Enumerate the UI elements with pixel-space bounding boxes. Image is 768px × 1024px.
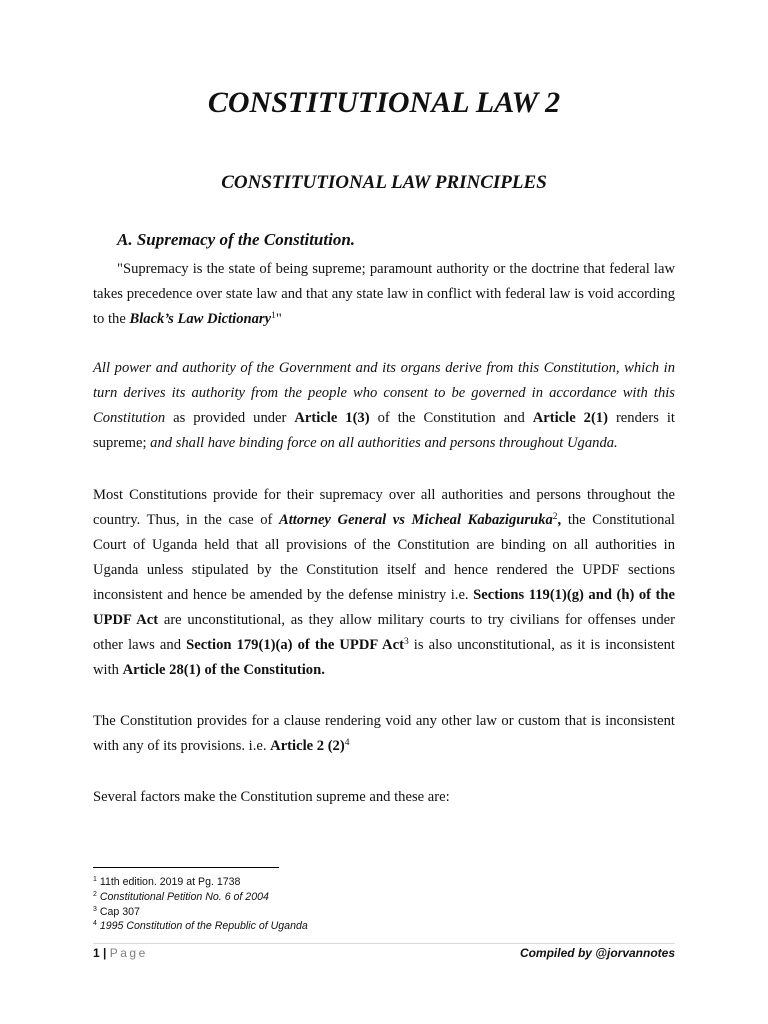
text-run-bold: , bbox=[557, 512, 562, 528]
text-run: renders it supreme; bbox=[93, 410, 675, 451]
footnote-number: 3 bbox=[93, 905, 97, 913]
document-title: CONSTITUTIONAL LAW 2 bbox=[207, 86, 561, 119]
paragraph-factors-intro bbox=[93, 785, 675, 810]
page-number: 1 bbox=[93, 946, 100, 960]
text-run-italic: and shall have binding force on all authorities and persons throughout Uganda. bbox=[150, 435, 618, 451]
text-run-bold: Section 179(1)(a) of the UPDF Act bbox=[186, 637, 404, 653]
text-run-bold-italic: Attorney General vs Micheal Kabaziguruka bbox=[279, 512, 553, 528]
footnote-number: 1 bbox=[93, 876, 97, 883]
footnotes bbox=[93, 875, 675, 934]
text-run: Several factors make the Constitution supreme and these are: bbox=[93, 789, 450, 805]
page-indicator bbox=[93, 946, 148, 960]
text-run: of the Constitution and bbox=[369, 410, 533, 426]
footnote-number: 4 bbox=[93, 920, 97, 928]
text-run: "Supremacy is the state of being supreme; paramount authority or the doctrine that federal law takes precedence over state law and that any state law in conflict with federal law is void according to the bbox=[93, 261, 675, 327]
footnote-text: Cap 307 bbox=[96, 905, 140, 918]
text-run: as provided under bbox=[165, 410, 295, 426]
footnote-text: 11th edition. 2019 at Pg. 1738 bbox=[96, 876, 241, 888]
footnote-item bbox=[93, 919, 675, 934]
footnote-ref[interactable]: 4 bbox=[344, 738, 350, 748]
text-run: " bbox=[275, 311, 282, 327]
text-run: Most Constitutions provide for their supremacy over all authorities and persons throughout the country. Thus, in the case of bbox=[93, 487, 675, 528]
footnote-item bbox=[93, 905, 675, 920]
text-run: are unconstitutional, as they allow military courts to try civilians for offenses under other laws and bbox=[93, 612, 675, 653]
text-run-bold: Article 28(1) of the Constitution. bbox=[122, 662, 325, 678]
text-run-bold: Sections 119(1)(g) and (h) of the UPDF Act bbox=[93, 587, 675, 628]
text-run-bold: Article 1(3) bbox=[294, 410, 370, 426]
footnote-ref[interactable]: 2 bbox=[552, 512, 558, 522]
page-separator: | bbox=[99, 946, 110, 960]
footnote-text: Constitutional Petition No. 6 of 2004 bbox=[96, 890, 269, 903]
paragraph-kabaziguruka-case bbox=[93, 483, 675, 683]
footnote-ref[interactable]: 1 bbox=[271, 311, 276, 321]
footnote-text: 1995 Constitution of the Republic of Uganda bbox=[96, 920, 308, 933]
text-run-bold: Article 2 (2) bbox=[270, 738, 345, 754]
page-word: Page bbox=[109, 946, 148, 960]
footnote-separator bbox=[93, 867, 279, 868]
text-run-bold: Article 2(1) bbox=[532, 410, 608, 426]
text-run-bold-italic: Black’s Law Dictionary bbox=[129, 311, 272, 327]
footnote-ref[interactable]: 3 bbox=[403, 637, 409, 647]
footnote-item bbox=[93, 890, 675, 905]
page-footer bbox=[93, 946, 675, 964]
paragraph-article-1-3 bbox=[93, 356, 675, 456]
section-heading: A. Supremacy of the Constitution. bbox=[117, 230, 356, 249]
text-run: the Constitutional Court of Uganda held that all provisions of the Constitution are binding on all authorities in Uganda unless stipulated by the Constitution itself and hence rendered the UPDF sections inconsistent and hence be amended by the defense ministry i.e. bbox=[93, 512, 675, 603]
text-run: The Constitution provides for a clause rendering void any other law or custom that is inconsistent with any of its provisions. i.e. bbox=[93, 713, 675, 754]
paragraph-article-2-2 bbox=[93, 709, 675, 759]
footer-credit: Compiled by @jorvannotes bbox=[519, 946, 675, 960]
footnote-number: 2 bbox=[93, 890, 97, 898]
footnote-item bbox=[93, 875, 675, 890]
document-subtitle: CONSTITUTIONAL LAW PRINCIPLES bbox=[221, 172, 547, 193]
footer-divider bbox=[93, 943, 675, 944]
paragraph-supremacy-definition bbox=[93, 257, 675, 332]
text-run: is also unconstitutional, as it is inconsistent with bbox=[93, 637, 675, 678]
text-run-italic: All power and authority of the Government and its organs derive from this Constitution, which in turn derives its authority from the people who consent to be governed in accordance with this Constitution bbox=[93, 360, 675, 426]
